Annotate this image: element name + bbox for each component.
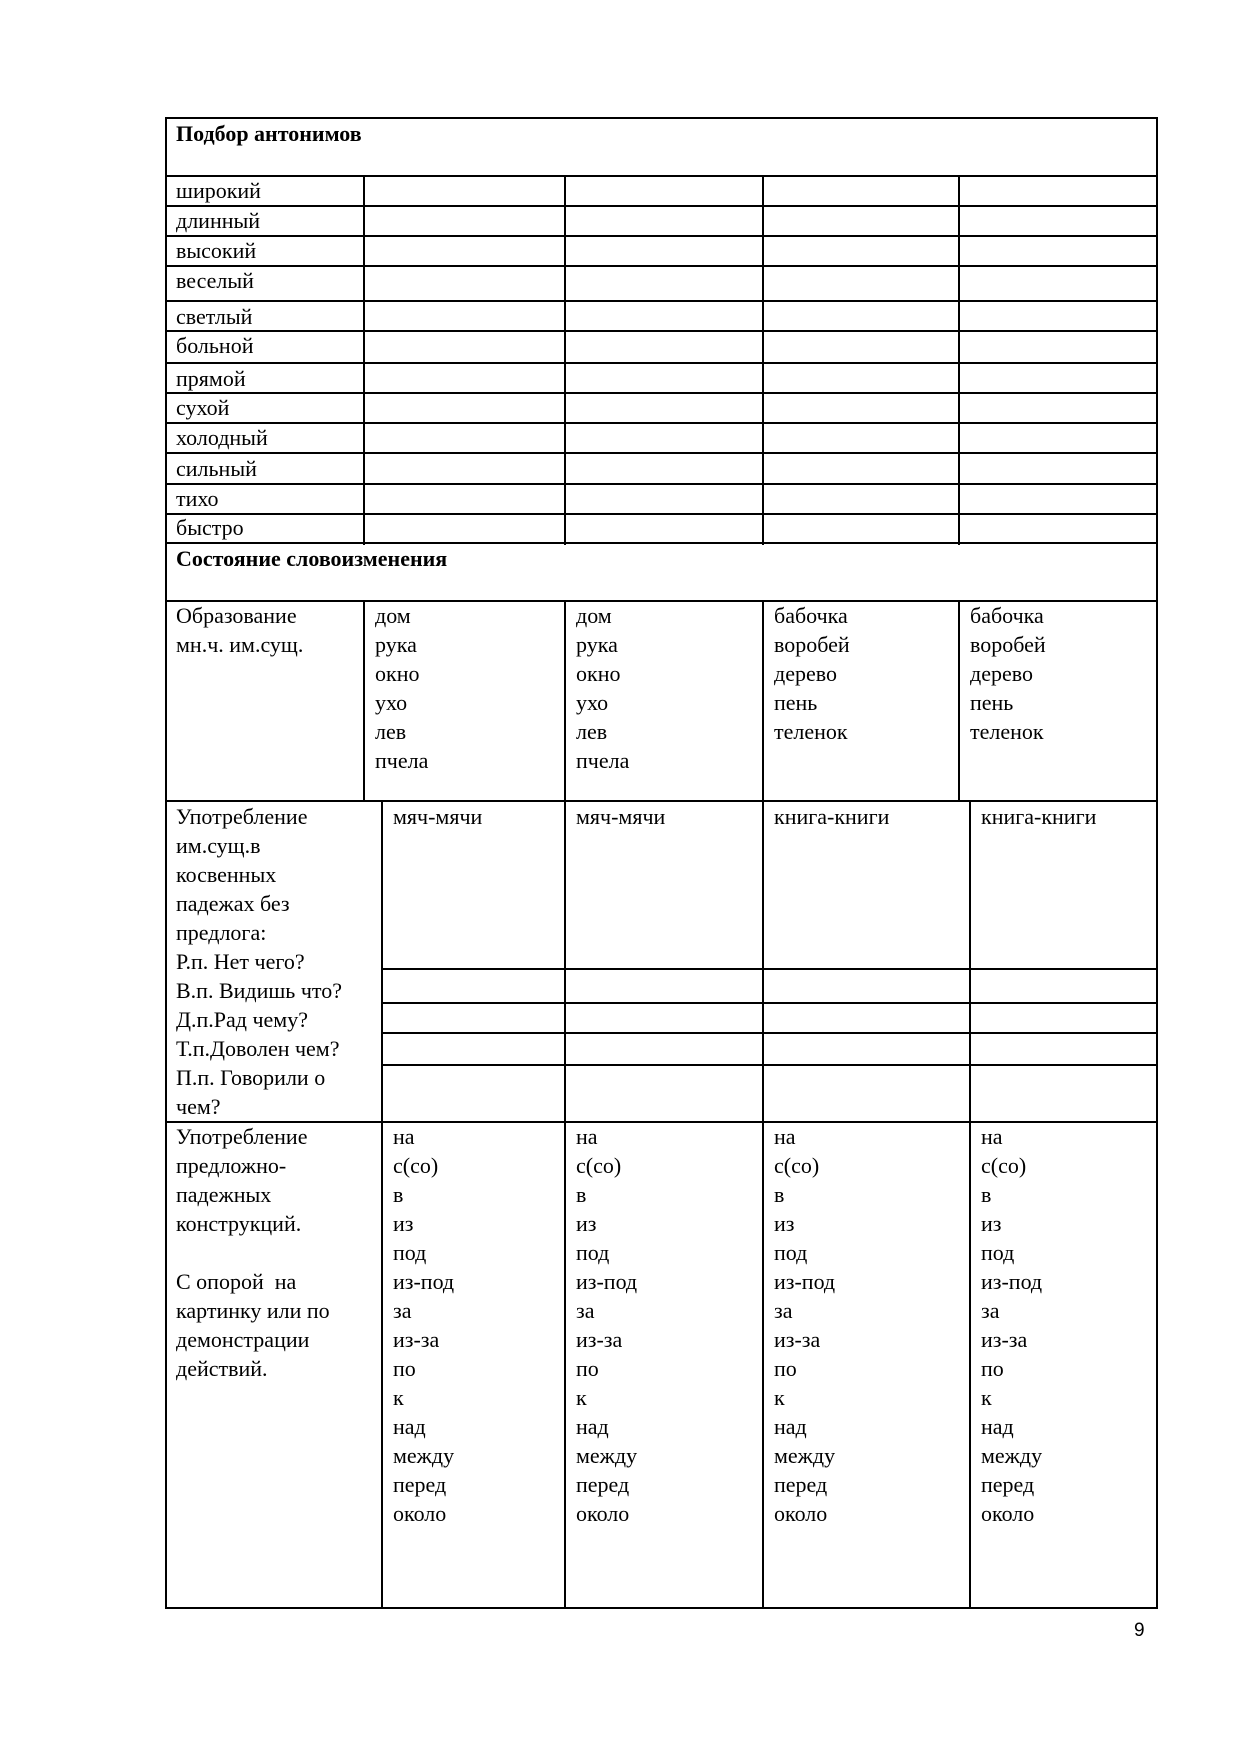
plural-word-list: бабочка воробей дерево пень теленок xyxy=(774,603,850,744)
antonym-word: холодный xyxy=(176,425,268,450)
cases-word-pair: книга-книги xyxy=(981,804,1097,829)
plural-word-list: бабочка воробей дерево пень теленок xyxy=(970,603,1046,744)
case-subrow-divider xyxy=(381,1032,1158,1034)
table-border-right xyxy=(1156,117,1158,1609)
column-divider xyxy=(564,600,566,801)
antonym-word: больной xyxy=(176,333,254,358)
plural-row-label: Образование мн.ч. им.сущ. xyxy=(176,603,304,657)
preposition-list: на с(со) в из под из-под за из-за по к над между перед около xyxy=(576,1124,638,1526)
inflection-section-title: Состояние словоизменения xyxy=(176,546,448,571)
row-divider xyxy=(165,483,1158,485)
column-divider xyxy=(363,175,365,545)
column-divider xyxy=(969,800,971,1608)
case-subrow-divider xyxy=(381,1002,1158,1004)
cases-word-pair: мяч-мячи xyxy=(393,804,483,829)
table-border-bottom xyxy=(165,1607,1158,1609)
antonym-word: широкий xyxy=(176,178,261,203)
row-divider xyxy=(165,330,1158,332)
case-subrow-divider xyxy=(381,1064,1158,1066)
column-divider xyxy=(381,800,383,1608)
preposition-list: на с(со) в из под из-под за из-за по к над между перед около xyxy=(774,1124,836,1526)
row-divider xyxy=(165,175,1158,177)
antonym-word: высокий xyxy=(176,238,257,263)
row-divider xyxy=(165,392,1158,394)
antonym-word: сухой xyxy=(176,395,230,420)
row-divider xyxy=(165,452,1158,454)
row-divider xyxy=(165,265,1158,267)
plural-word-list: дом рука окно ухо лев пчела xyxy=(576,603,630,773)
row-divider xyxy=(165,362,1158,364)
row-divider xyxy=(165,513,1158,515)
column-divider xyxy=(958,175,960,545)
cases-row-label: Употребление им.сущ.в косвенных падежах без предлога: Р.п. Нет чего? В.п. Видишь что? Д.п.Рад чему? Т.п.Доволен чем? П.п. Говорили о чем? xyxy=(176,804,342,1119)
prepositions-row-label: Употребление предложно- падежных конструкций. С опорой на картинку или по демонстрации действий. xyxy=(176,1124,330,1381)
row-divider xyxy=(165,422,1158,424)
row-divider xyxy=(165,235,1158,237)
cases-word-pair: мяч-мячи xyxy=(576,804,666,829)
column-divider xyxy=(564,175,566,545)
cases-word-pair: книга-книги xyxy=(774,804,890,829)
preposition-list: на с(со) в из под из-под за из-за по к над между перед около xyxy=(981,1124,1043,1526)
plural-word-list: дом рука окно ухо лев пчела xyxy=(375,603,429,773)
row-divider xyxy=(165,300,1158,302)
antonym-word: прямой xyxy=(176,366,246,391)
column-divider xyxy=(762,175,764,545)
column-divider xyxy=(363,600,365,801)
column-divider xyxy=(762,800,764,1608)
antonym-word: быстро xyxy=(176,515,244,540)
antonym-word: светлый xyxy=(176,304,253,329)
antonym-word: веселый xyxy=(176,268,254,293)
row-divider xyxy=(165,205,1158,207)
antonyms-section-title: Подбор антонимов xyxy=(176,121,362,146)
column-divider xyxy=(958,600,960,801)
table-border-left xyxy=(165,117,167,1609)
column-divider xyxy=(564,800,566,1608)
case-subrow-divider xyxy=(381,968,1158,970)
page-number: 9 xyxy=(1134,1620,1145,1641)
preposition-list: на с(со) в из под из-под за из-за по к над между перед около xyxy=(393,1124,455,1526)
antonym-word: длинный xyxy=(176,208,261,233)
antonym-word: тихо xyxy=(176,486,219,511)
antonym-word: сильный xyxy=(176,456,257,481)
column-divider xyxy=(762,600,764,801)
